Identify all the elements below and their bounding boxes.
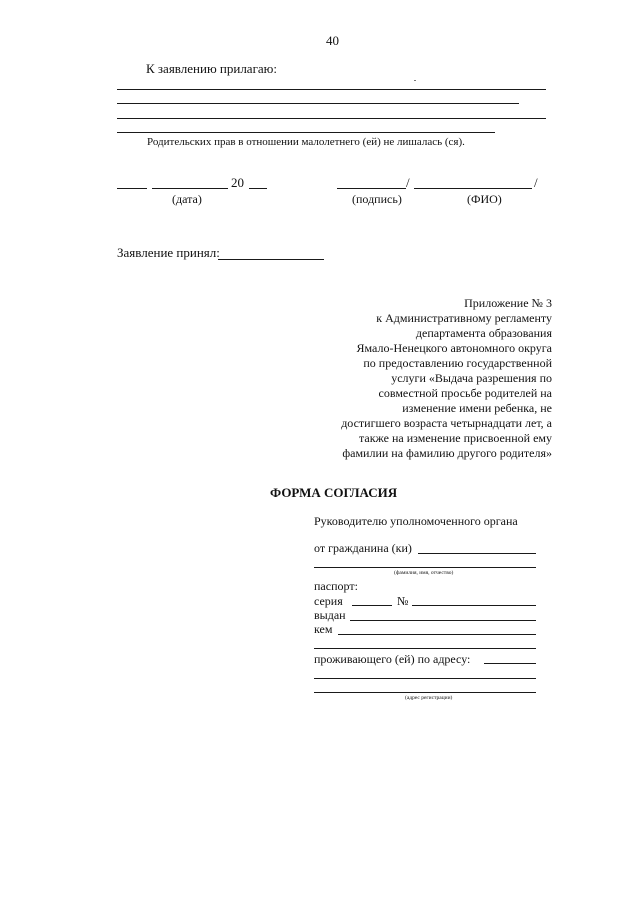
attachment-line-2 bbox=[117, 103, 519, 104]
attachment-line-4 bbox=[117, 132, 495, 133]
address-note: (адрес регистрации) bbox=[405, 695, 453, 701]
parental-rights-note: Родительских прав в отношении малолетнего (ей) не лишалась (ся). bbox=[147, 136, 465, 148]
signature-slash-2: / bbox=[534, 175, 538, 190]
address-line-2 bbox=[314, 692, 536, 693]
fio-full-line bbox=[314, 567, 536, 568]
appendix-line: достигшего возраста четырнадцати лет, а bbox=[341, 416, 552, 430]
issued-label: выдан bbox=[314, 608, 346, 622]
scan-speck bbox=[414, 80, 416, 81]
attachment-line-3 bbox=[117, 118, 546, 119]
appendix-line: также на изменение присвоенной ему bbox=[359, 431, 552, 445]
number-label: № bbox=[397, 594, 409, 608]
appendix-line: услуги «Выдача разрешения по bbox=[391, 371, 552, 385]
appendix-line: совместной просьбе родителей на bbox=[378, 386, 552, 400]
date-day-line bbox=[117, 188, 147, 189]
date-year-line bbox=[249, 188, 267, 189]
date-caption: (дата) bbox=[172, 192, 202, 206]
appendix-line: изменение имени ребенка, не bbox=[402, 401, 552, 415]
signature-line bbox=[337, 188, 406, 189]
accepted-line bbox=[218, 259, 324, 260]
attachment-line-1 bbox=[117, 89, 546, 90]
appendix-heading bbox=[302, 296, 552, 461]
number-line bbox=[412, 605, 536, 606]
year-prefix: 20 bbox=[231, 175, 244, 190]
addressee: Руководителю уполномоченного органа bbox=[314, 514, 518, 528]
form-title: ФОРМА СОГЛАСИЯ bbox=[270, 485, 398, 500]
from-citizen-label: от гражданина (ки) bbox=[314, 541, 412, 555]
appendix-line: Ямало-Ненецкого автономного округа bbox=[356, 341, 552, 355]
residing-label: проживающего (ей) по адресу: bbox=[314, 652, 471, 666]
appendix-line: департамента образования bbox=[415, 326, 552, 340]
residing-line bbox=[484, 663, 536, 664]
accepted-label: Заявление принял: bbox=[117, 245, 220, 260]
by-whom-line bbox=[338, 634, 536, 635]
issued-extra-line bbox=[314, 648, 536, 649]
attachment-label: К заявлению прилагаю: bbox=[146, 61, 278, 76]
page-number: 40 bbox=[326, 33, 339, 48]
address-line-1 bbox=[314, 678, 536, 679]
series-line bbox=[352, 605, 392, 606]
appendix-line: по предоставлению государственной bbox=[363, 356, 552, 370]
signature-slash-1: / bbox=[406, 175, 410, 190]
passport-label: паспорт: bbox=[314, 579, 358, 593]
appendix-line: фамилии на фамилию другого родителя» bbox=[342, 446, 552, 460]
fio-line bbox=[414, 188, 532, 189]
appendix-line: Приложение № 3 bbox=[464, 296, 552, 310]
by-whom-label: кем bbox=[314, 622, 333, 636]
appendix-line: к Административному регламенту bbox=[376, 311, 552, 325]
signature-caption: (подпись) bbox=[352, 192, 402, 206]
series-label: серия bbox=[314, 594, 343, 608]
date-month-line bbox=[152, 188, 228, 189]
fio-note: (фамилия, имя, отчество) bbox=[394, 570, 454, 576]
from-citizen-line bbox=[418, 553, 536, 554]
issued-line bbox=[350, 620, 536, 621]
fio-caption: (ФИО) bbox=[467, 192, 502, 206]
